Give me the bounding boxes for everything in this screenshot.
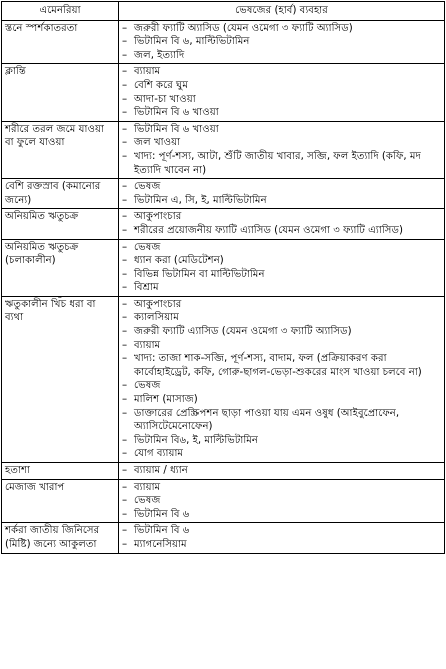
table-row — [2, 179, 445, 209]
remedy-cell — [119, 209, 445, 239]
remedy-cell — [119, 296, 445, 462]
remedy-item: – ব্যায়াম / ধ্যান — [122, 464, 441, 478]
table-row — [2, 20, 445, 64]
remedy-item: – ব্যায়াম — [122, 481, 441, 495]
remedy-cell — [119, 463, 445, 480]
remedy-item: – ভিটামিন বি ৬ — [122, 508, 441, 522]
condition-cell: ঋতুকালীন খিঁচ ধরা বা ব্যথা — [2, 296, 119, 462]
remedy-item: – যোগ ব্যায়াম — [122, 447, 441, 461]
condition-cell: মেজাজ খারাপ — [2, 479, 119, 523]
table-row — [2, 463, 445, 480]
remedy-item: – ভিটামিন বি ৬ — [122, 524, 441, 538]
condition-cell: হতাশা — [2, 463, 119, 480]
remedy-item: – ডাক্তারের প্রেস্ক্রিপশন ছাড়া পাওয়া যায় এমন ওষুধ (আইবুপ্রোফেন, অ্যাসিটেমেনোফেন) — [122, 407, 441, 434]
remedy-item: – ধ্যান করা (মেডিটেশন) — [122, 254, 441, 268]
table-row — [2, 479, 445, 523]
remedy-item: – জল খাওয়া — [122, 136, 441, 150]
remedy-item: – মালিশ (মাসাজ) — [122, 393, 441, 407]
condition-cell: ক্লান্তি — [2, 64, 119, 121]
condition-cell: শর্করা জাতীয় জিনিসের (মিষ্টি) জন্যে আকুলতা — [2, 523, 119, 553]
table-row — [2, 121, 445, 178]
remedy-item: – আদা-চা খাওয়া — [122, 93, 441, 107]
table-row — [2, 239, 445, 296]
column-header-condition: এমেনরিয়া — [2, 2, 119, 21]
remedy-item: – জরুরী ফ্যাটি অ্যাসিড (যেমন ওমেগা ৩ ফ্যাটি অ্যাসিড) — [122, 22, 441, 36]
table-row — [2, 523, 445, 553]
remedy-item: – বিভিন্ন ভিটামিন বা মাল্টিভিটামিন — [122, 268, 441, 282]
remedy-item: – ভিটামিন এ, সি, ই, মাল্টিভিটামিন — [122, 194, 441, 208]
table-row — [2, 296, 445, 462]
remedy-item: – আকুপাংচার — [122, 210, 441, 224]
remedy-cell — [119, 479, 445, 523]
remedy-item: – ভিটামিন বি ৬ খাওয়া — [122, 106, 441, 120]
condition-cell: অনিয়মিত ঋতুচক্র — [2, 209, 119, 239]
remedy-item: – বিশ্রাম — [122, 281, 441, 295]
remedy-item: – ভেষজ — [122, 379, 441, 393]
remedy-item: – আকুপাংচার — [122, 298, 441, 312]
remedy-item: – বেশি করে ঘুম — [122, 79, 441, 93]
remedy-item: – শরীরের প্রয়োজনীয় ফ্যাটি এ্যাসিড (যেমন ওমেগা ৩ ফ্যাটি এ্যাসিড) — [122, 224, 441, 238]
condition-cell: বেশি রক্তস্রাব (কমানোর জন্যে) — [2, 179, 119, 209]
remedy-item: – ব্যায়াম — [122, 339, 441, 353]
remedy-item: – ব্যায়াম — [122, 65, 441, 79]
remedy-item: – ভেষজ — [122, 180, 441, 194]
remedy-cell — [119, 20, 445, 64]
table-row — [2, 209, 445, 239]
remedy-item: – ভিটামিন বি৬, ই, মাল্টিভিটামিন — [122, 434, 441, 448]
header-row — [2, 2, 445, 21]
remedy-cell — [119, 179, 445, 209]
column-header-remedy: ভেষজের (হার্ব) ব্যবহার — [119, 2, 445, 21]
remedy-cell — [119, 239, 445, 296]
remedy-item: – ভেষজ — [122, 241, 441, 255]
remedy-cell — [119, 121, 445, 178]
table-row — [2, 64, 445, 121]
remedy-item: – খাদ্য: তাজা শাক-সব্জি, পূর্ণ-শস্য, বাদাম, ফল (প্রক্রিয়াকরণ করা কার্বোহাইড্রেট, কফি, গোরু-ছাগল-ভেড়া-শুকরের মাংস খাওয়া চলবে না) — [122, 352, 441, 379]
condition-cell: অনিয়মিত ঋতুচক্র (চলাকালীন) — [2, 239, 119, 296]
remedy-item: – খাদ্য: পূর্ণ-শস্য, আটা, শুঁটি জাতীয় খাবার, সব্জি, ফল ইত্যাদি (কফি, মদ ইত্যাদি খাবেন না) — [122, 150, 441, 177]
remedy-item: – ভেষজ — [122, 494, 441, 508]
condition-cell: স্তনে স্পর্শকাতরতা — [2, 20, 119, 64]
remedies-table — [1, 1, 445, 554]
remedy-item: – ম্যাগনেসিয়াম — [122, 538, 441, 552]
remedy-item: – ভিটামিন বি ৬, মাল্টিভিটামিন — [122, 35, 441, 49]
remedy-item: – ভিটামিন বি ৬ খাওয়া — [122, 123, 441, 137]
remedy-cell — [119, 523, 445, 553]
condition-cell: শরীরে তরল জমে যাওয়া বা ফুলে যাওয়া — [2, 121, 119, 178]
remedy-item: – ক্যালসিয়াম — [122, 311, 441, 325]
remedy-cell — [119, 64, 445, 121]
remedy-item: – জল, ইত্যাদি — [122, 49, 441, 63]
remedy-item: – জরুরী ফ্যাটি এ্যাসিড (যেমন ওমেগা ৩ ফ্যাটি অ্যাসিড) — [122, 325, 441, 339]
